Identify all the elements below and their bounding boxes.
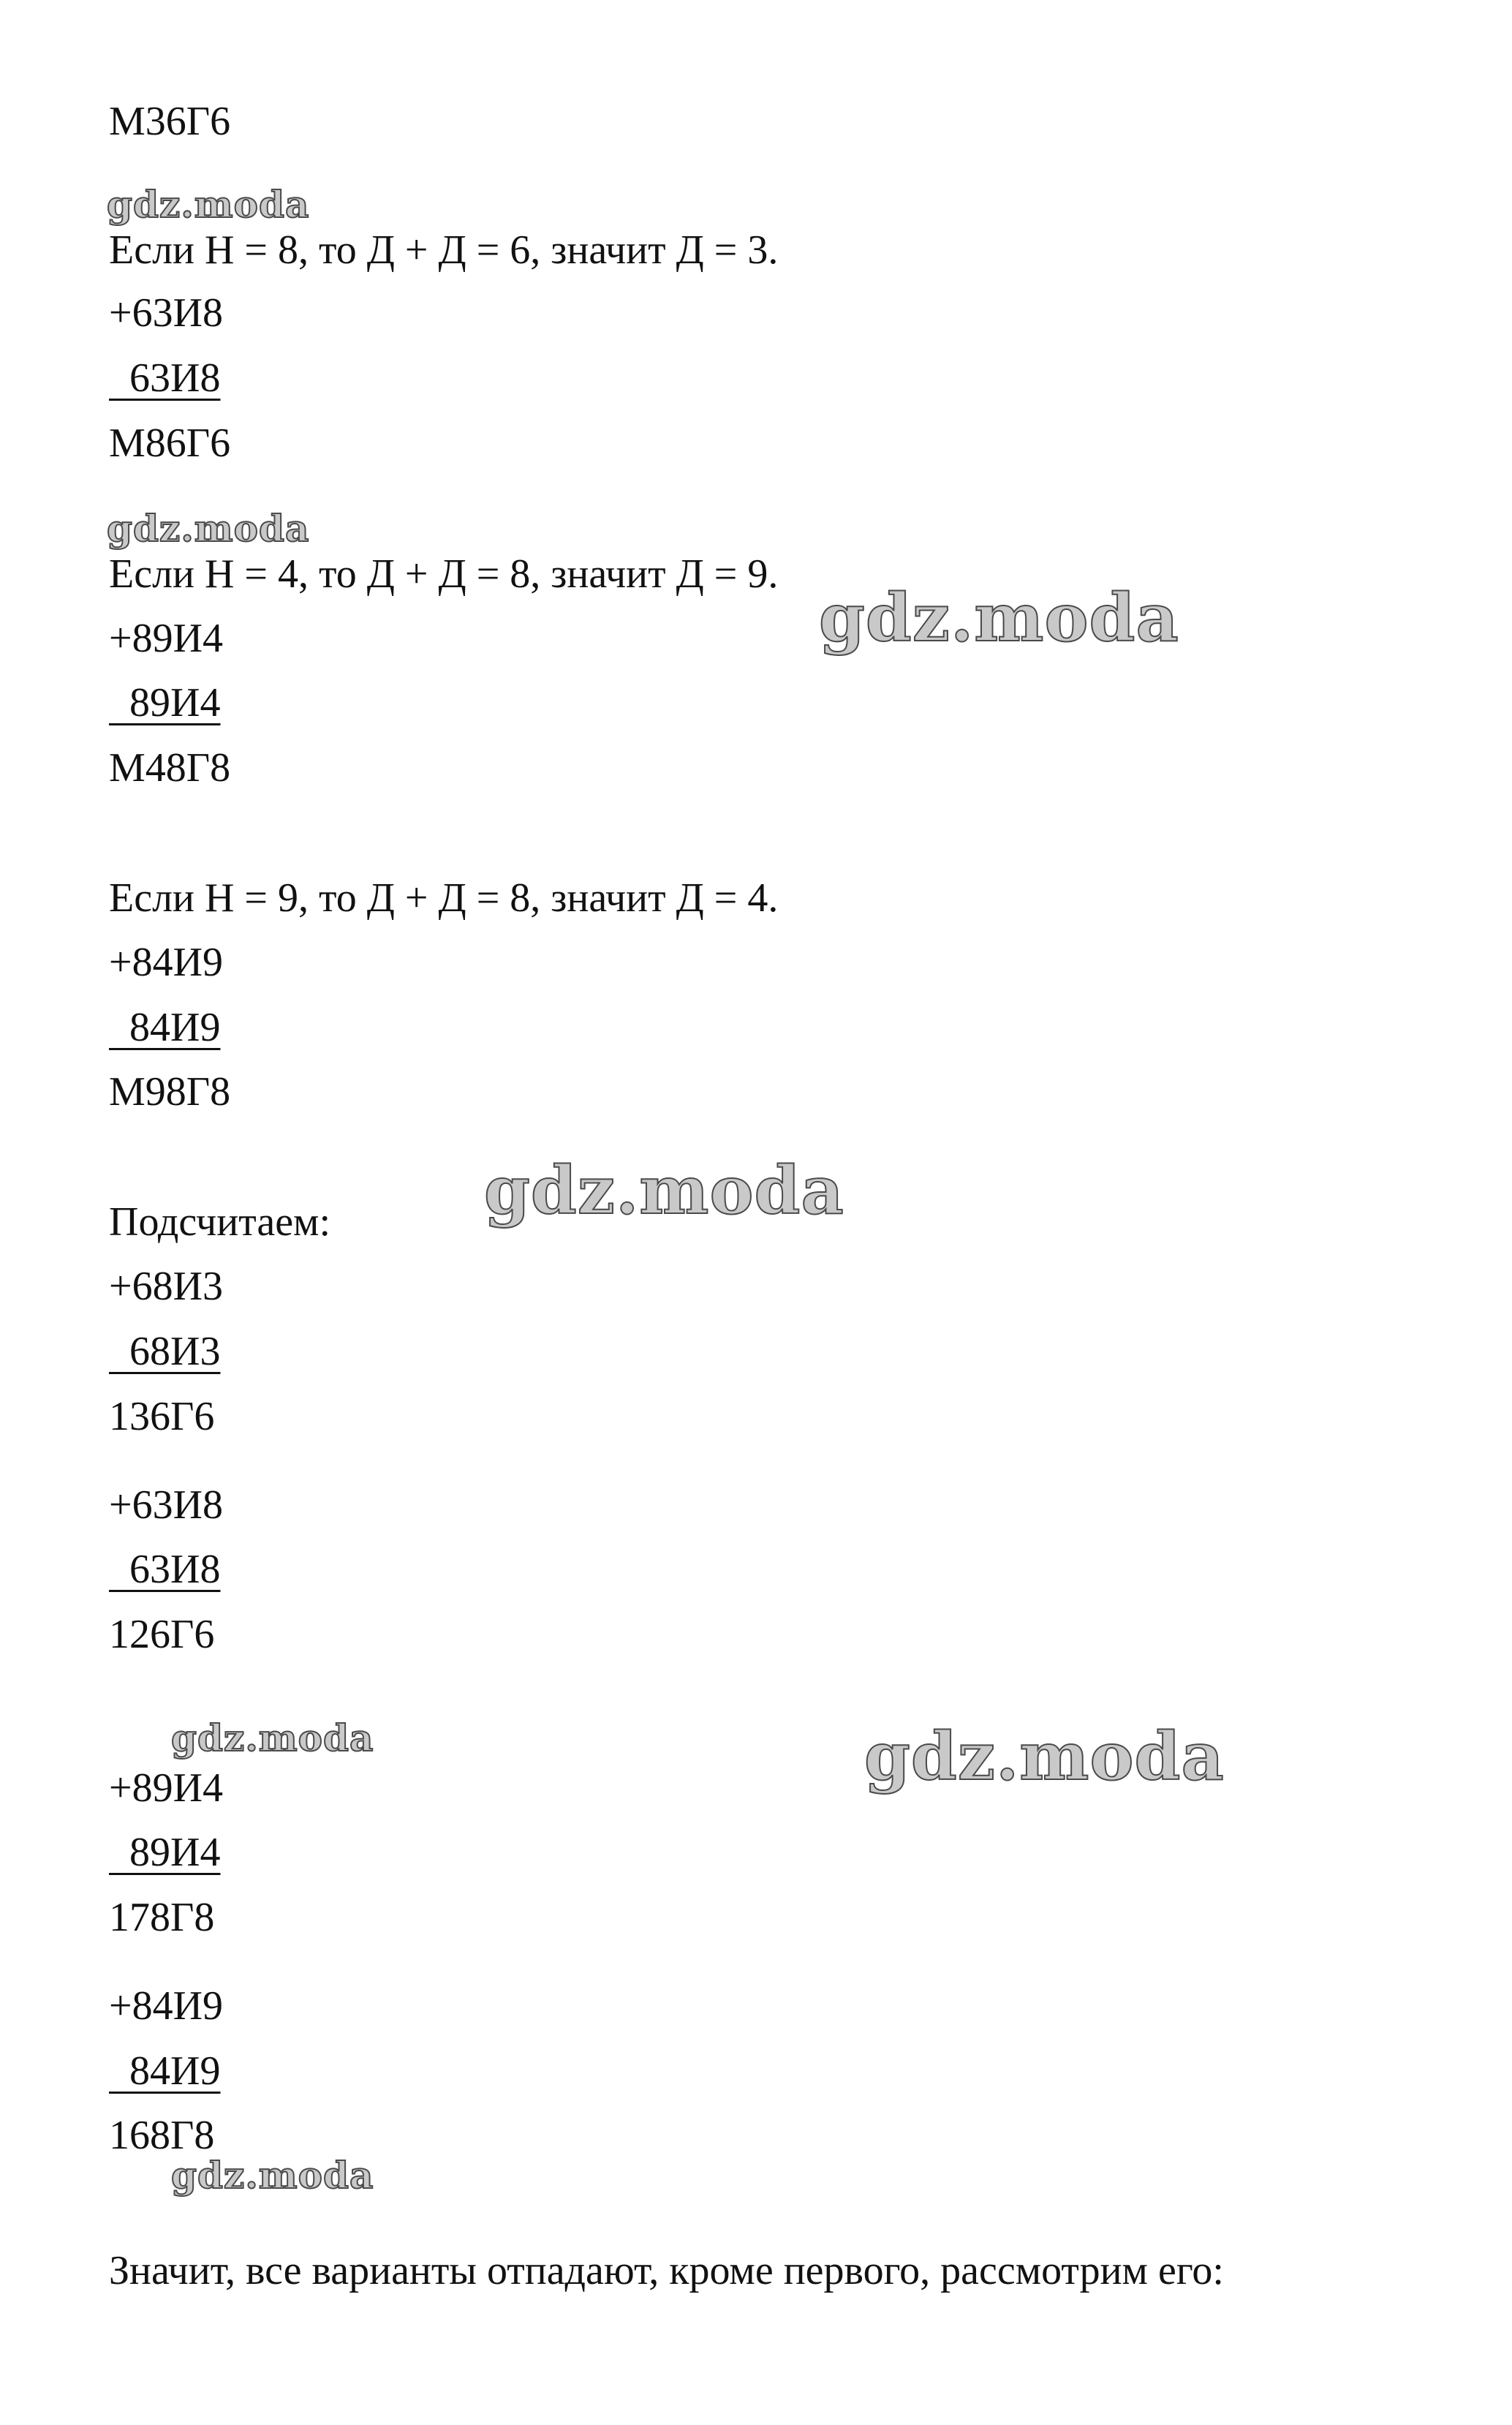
addend-line: +84И9 [109, 940, 224, 985]
watermark: gdz.moda [107, 183, 310, 226]
addend-line-underlined: 63И8 [109, 355, 221, 401]
addend-line-underlined: 68И3 [109, 1329, 221, 1374]
addend-line: +68И3 [109, 1264, 224, 1309]
watermark: gdz.moda [171, 1716, 374, 1760]
text-line: Если Н = 4, то Д + Д = 8, значит Д = 9. [109, 551, 779, 597]
addend-line: +84И9 [109, 1983, 224, 2029]
addend-line: +89И4 [109, 616, 224, 661]
addend-line-underlined: 84И9 [109, 2048, 221, 2094]
watermark: gdz.moda [107, 507, 310, 550]
sum-line: 136Г6 [109, 1394, 215, 1439]
text-line: Значит, все варианты отпадают, кроме первого, рассмотрим его: [109, 2248, 1224, 2293]
sum-line: М98Г8 [109, 1069, 231, 1115]
addend-line-underlined: 89И4 [109, 1830, 221, 1875]
addend-line: +63И8 [109, 290, 224, 336]
text-line: Если Н = 9, то Д + Д = 8, значит Д = 4. [109, 875, 779, 921]
watermark: gdz.moda [864, 1718, 1225, 1795]
sum-line: 168Г8 [109, 2113, 215, 2158]
watermark: gdz.moda [171, 2154, 374, 2197]
addend-line-underlined: 89И4 [109, 680, 221, 725]
text-line: М36Г6 [109, 99, 231, 144]
sum-line: М86Г6 [109, 420, 231, 466]
text-line: Подсчитаем: [109, 1199, 331, 1245]
watermark: gdz.moda [484, 1152, 844, 1229]
text-line: Если Н = 8, то Д + Д = 6, значит Д = 3. [109, 227, 779, 273]
watermark: gdz.moda [819, 579, 1179, 657]
addend-line-underlined: 63И8 [109, 1547, 221, 1592]
addend-line: +89И4 [109, 1765, 224, 1811]
sum-line: 126Г6 [109, 1612, 215, 1657]
addend-line: +63И8 [109, 1482, 224, 1528]
sum-line: М48Г8 [109, 745, 231, 791]
addend-line-underlined: 84И9 [109, 1005, 221, 1050]
sum-line: 178Г8 [109, 1895, 215, 1940]
